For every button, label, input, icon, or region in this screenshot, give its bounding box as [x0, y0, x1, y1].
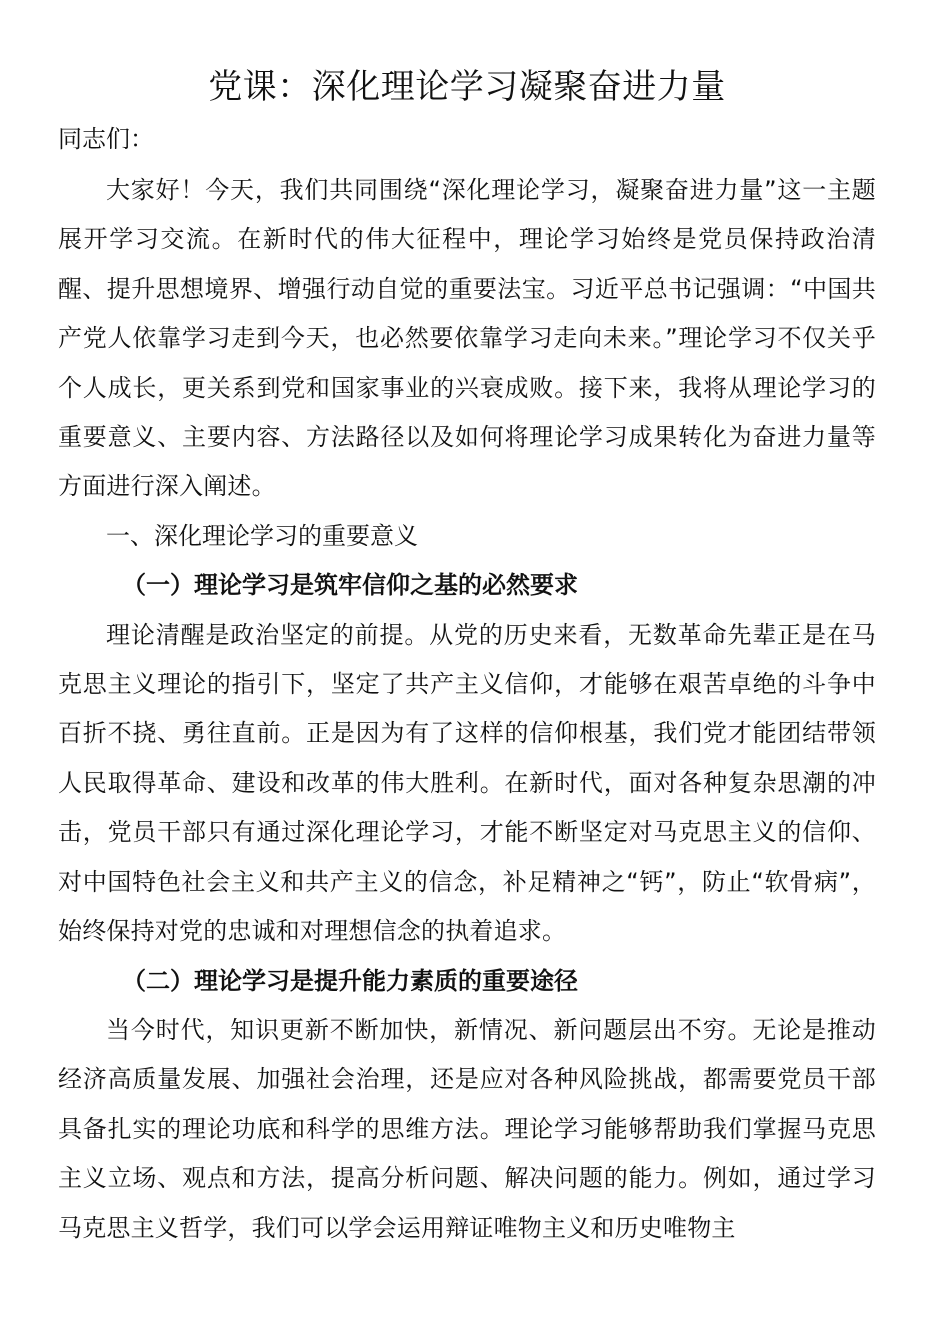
intro-paragraph: 大家好！今天，我们共同围绕“深化理论学习，凝聚奋进力量”这一主题展开学习交流。在新时代的伟大征程中，理论学习始终是党员保持政治清醒、提升思想境界、增强行动自觉的重要法宝。习近平总书记强调：“中国共产党人依靠学习走到今天，也必然要依靠学习走向未来。”理论学习不仅关乎个人成长，更关系到党和国家事业的兴衰成败。接下来，我将从理论学习的重要意义、主要内容、方法路径以及如何将理论学习成果转化为奋进力量等方面进行深入阐述。: [58, 176, 876, 501]
section-1-heading: 一、深化理论学习的重要意义: [106, 521, 418, 550]
document-title: 党课：深化理论学习凝聚奋进力量: [208, 67, 726, 107]
subsection-2-heading: （二）理论学习是提升能力素质的重要途径: [122, 966, 578, 995]
subsection-1-heading: （一）理论学习是筑牢信仰之基的必然要求: [122, 571, 578, 600]
subsection-1-paragraph: 理论清醒是政治坚定的前提。从党的历史来看，无数革命先辈正是在马克思主义理论的指引下，坚定了共产主义信仰，才能够在艰苦卓绝的斗争中百折不挠、勇往直前。正是因为有了这样的信仰根基，我们党才能团结带领人民取得革命、建设和改革的伟大胜利。在新时代，面对各种复杂思潮的冲击，党员干部只有通过深化理论学习，才能不断坚定对马克思主义的信仰、对中国特色社会主义和共产主义的信念，补足精神之“钙”，防止“软骨病”，始终保持对党的忠诚和对理想信念的执着追求。: [58, 620, 876, 946]
salutation: 同志们：: [58, 125, 154, 153]
subsection-2-paragraph: 当今时代，知识更新不断加快，新情况、新问题层出不穷。无论是推动经济高质量发展、加强社会治理，还是应对各种风险挑战，都需要党员干部具备扎实的理论功底和科学的思维方法。理论学习能够帮助我们掌握马克思主义立场、观点和方法，提高分析问题、解决问题的能力。例如，通过学习马克思主义哲学，我们可以学会运用辩证唯物主义和历史唯物主: [58, 1015, 876, 1242]
